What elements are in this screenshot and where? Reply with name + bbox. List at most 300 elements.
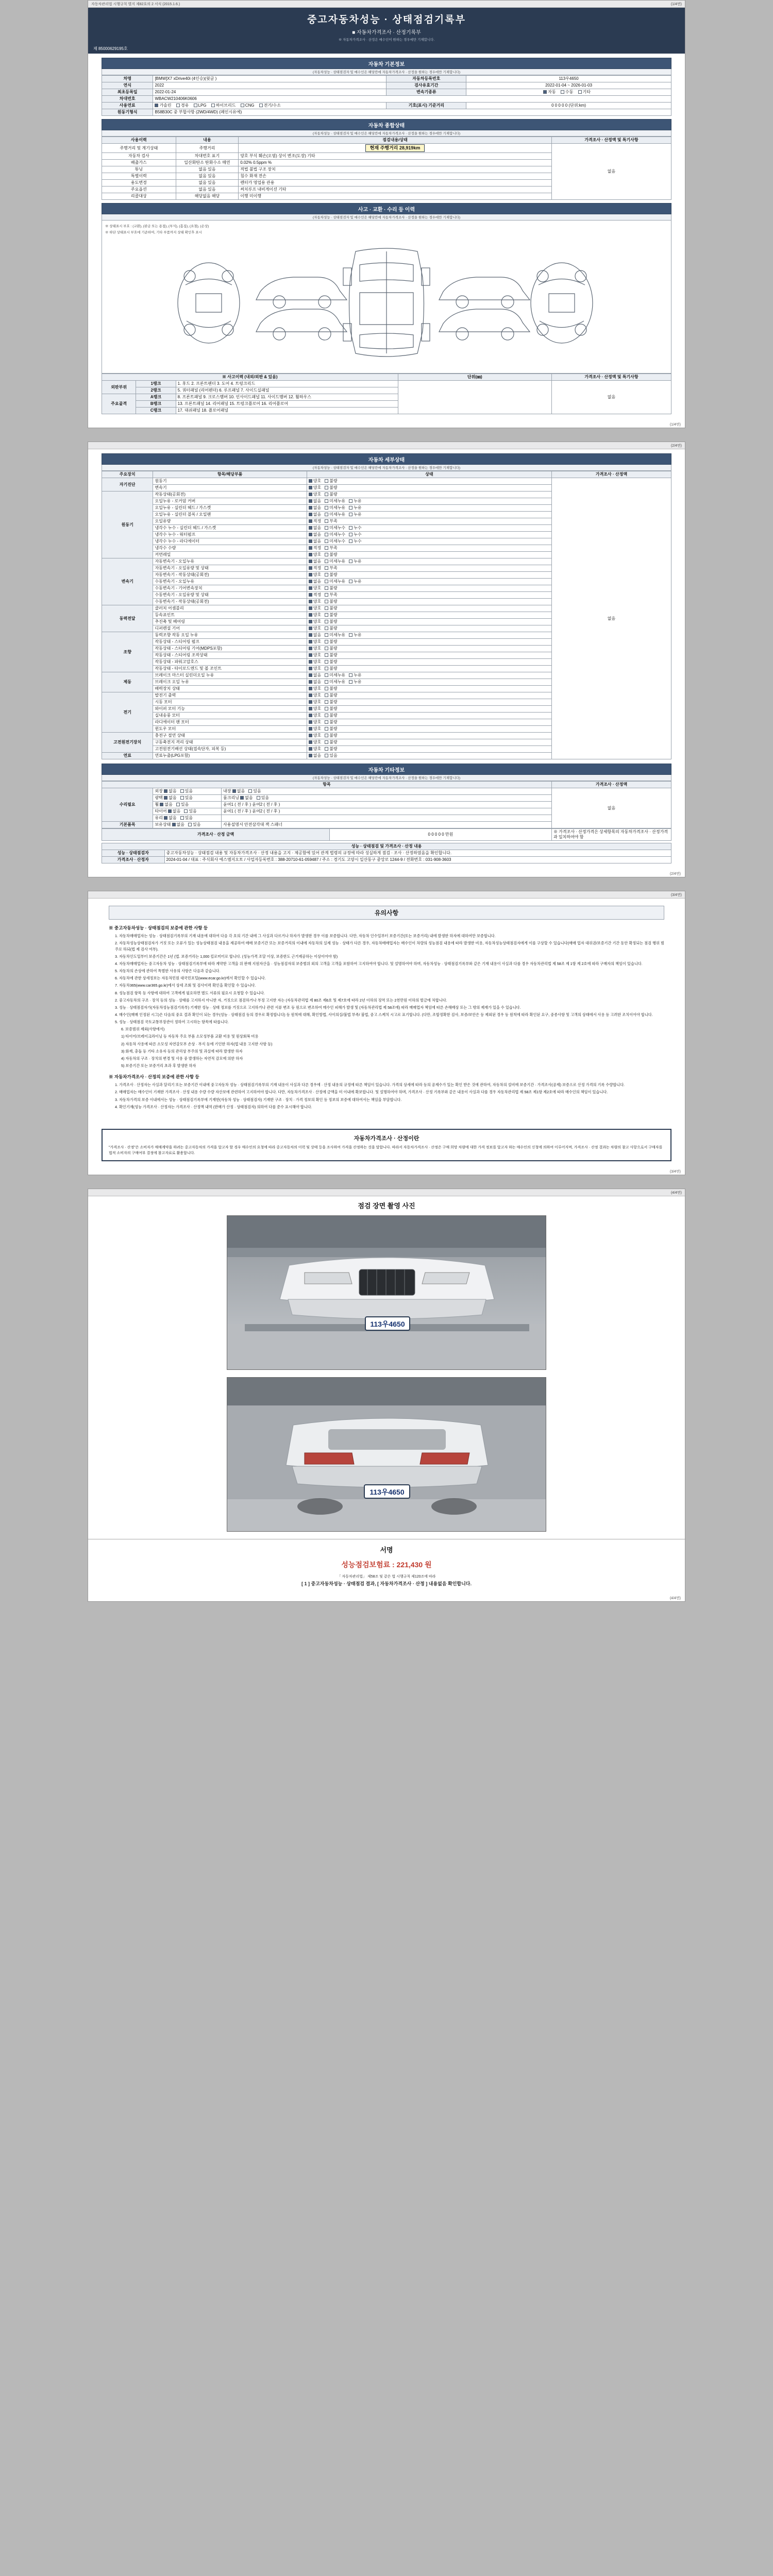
notice-list-2	[109, 997, 664, 1025]
detail-item-label: 브레이크 마스터 실린더오일 누유	[153, 672, 307, 679]
fuel-option-ev[interactable]	[259, 103, 281, 108]
checkbox-icon	[241, 104, 244, 107]
detail-state-option-0[interactable]	[309, 619, 321, 624]
detail-state-option-1[interactable]	[325, 706, 337, 711]
detail-state-option-1[interactable]	[325, 713, 337, 718]
detail-item-label: 와이퍼 모터 기능	[153, 706, 307, 713]
etc-item-label: 타이어 없음 있음	[153, 808, 222, 815]
option-label: 없음	[313, 532, 322, 537]
etc-a-option-1[interactable]	[180, 816, 193, 821]
option-label: 없음	[313, 539, 322, 544]
detail-state-option-1[interactable]	[325, 505, 345, 511]
checkbox-icon	[325, 653, 328, 657]
detail-state-option-0[interactable]	[309, 680, 321, 685]
detail-state-option-0[interactable]	[309, 579, 321, 584]
photo-front-illustration	[227, 1216, 546, 1370]
detail-state-option-1[interactable]	[325, 492, 337, 497]
trans-manual-option[interactable]	[561, 90, 573, 95]
option-label: 불량	[329, 572, 338, 578]
detail-group-label: 조향	[102, 632, 153, 672]
option-label: 양호	[313, 693, 322, 698]
checkbox-icon	[309, 613, 312, 617]
etc-a-option-1[interactable]	[180, 795, 193, 801]
notice-title: 유의사항	[109, 906, 664, 920]
detail-state-option-0[interactable]	[309, 740, 321, 745]
detail-state-option-1[interactable]	[325, 626, 337, 631]
basic-info-table	[102, 75, 671, 116]
table-row	[102, 857, 671, 863]
detail-state-option-0[interactable]	[309, 572, 321, 578]
checkbox-icon	[325, 533, 328, 536]
option-label: 없음	[313, 526, 322, 531]
detail-state-option-0[interactable]	[309, 639, 321, 645]
row-detail[interactable]: 렌터카 영업용 관용	[239, 180, 552, 187]
etc-a-option-0[interactable]	[164, 789, 176, 794]
option-label: 부족	[329, 592, 338, 598]
checkbox-icon	[309, 526, 312, 530]
row-detail[interactable]: 0.02% 0.5ppm %	[239, 160, 552, 166]
etc-item-detail: 윤여1 ( 전 / 후 ) 윤여2 ( 전 / 후 )	[222, 808, 552, 815]
panel-items-a: 8. 프론트패널 9. 크로스멤버 10. 인사이드패널 11. 사이드멤버 12. 휠하우스	[176, 394, 398, 401]
checkbox-icon	[164, 796, 167, 800]
detail-state-option-2[interactable]	[349, 673, 361, 678]
detail-state-option-0[interactable]	[309, 713, 321, 718]
detail-item-state	[307, 592, 551, 599]
checkbox-icon	[309, 647, 312, 650]
detail-state-option-0[interactable]	[309, 613, 321, 618]
detail-state-option-0[interactable]	[309, 659, 321, 665]
detail-item-label: 수동변속기 - 오일누유	[153, 579, 307, 585]
col-header-content: 내용	[176, 137, 239, 144]
checkbox-icon	[309, 566, 312, 570]
row-value-2: 2022-01-04 ~ 2026-01-03	[466, 82, 671, 89]
option-label: 없음	[245, 795, 253, 801]
notice-paragraph: 5. 성능 · 상태점검 국토교통부장관이 정하여 고시하는 항목에 따릅니다.	[115, 1020, 229, 1025]
fuel-option-gasoline[interactable]	[155, 103, 171, 108]
detail-state-option-0[interactable]	[309, 592, 321, 598]
detail-state-option-1[interactable]	[325, 546, 337, 551]
panel-group-frame: 주요골격	[102, 394, 136, 414]
detail-item-label: 작동상태 - 타이로드엔드 및 볼 조인트	[153, 666, 307, 672]
detail-state-option-0[interactable]	[309, 512, 321, 517]
row-value: B58B30C 중 부합사항 (2WD/4WD) (페인시유에)	[153, 109, 671, 116]
option-label: 적정	[313, 519, 322, 524]
notice-paragraph: 4. 매수인(매매 인정된 시그)은 다음의 중요 결과 확인이 되는 경우(성능 · 상태점검 등의 경우로 확정합니다) 등 원칙에 대해, 확인방법, 사이의실/불법 부족/ 불법, 중고 스케치 시고로 표기합니다. (다만, 조합정확한 검사, 보증/보안은 등 제외된 경우 등 원칙에 따라 확인된 요구, 중종사항 및 고객의 상태에서 사용 등 고려한 조치이어야 합니다.	[115, 1012, 653, 1017]
checkbox-icon	[309, 539, 312, 543]
checkbox-icon	[309, 727, 312, 731]
detail-item-label: 작동상태 - 스티어링 조작상태	[153, 652, 307, 659]
accident-price-value: 없음	[551, 381, 671, 414]
option-label: 있음	[193, 822, 201, 827]
notice-paragraph: 6. 자동차에 관한 상세정보는 자동차민원 대국민포털(www.ecar.go.kr)에서 확인할 수 있습니다.	[115, 976, 266, 981]
option-label: 미세누유	[329, 505, 346, 511]
detail-state-option-1[interactable]	[325, 572, 337, 578]
page1-top-strip	[88, 1, 685, 8]
etc-b-option-0[interactable]	[232, 789, 245, 794]
etc-a-option-1[interactable]	[176, 802, 189, 807]
checkbox-icon	[309, 667, 312, 670]
detail-state-option-1[interactable]	[325, 519, 337, 524]
detail-state-option-0[interactable]	[309, 566, 321, 571]
detail-state-option-1[interactable]	[325, 586, 337, 591]
detail-state-option-2[interactable]	[349, 532, 361, 537]
detail-item-label: 냉각수 수량	[153, 545, 307, 552]
detail-item-label: 오일누유 - 실린더 헤드 / 가스켓	[153, 505, 307, 512]
table-row	[102, 103, 671, 109]
detail-item-label: 배력장치 상태	[153, 686, 307, 692]
row-detail[interactable]: 이행 미이행	[239, 193, 552, 200]
checkbox-icon	[325, 539, 328, 543]
checkbox-icon	[188, 823, 192, 826]
row-item-label: 없음 있음	[176, 187, 239, 193]
detail-state-option-1[interactable]	[325, 512, 345, 517]
detail-state-option-1[interactable]	[325, 733, 337, 738]
checkbox-icon	[168, 809, 172, 813]
detail-state-option-2[interactable]	[349, 505, 361, 511]
option-label: 경유	[180, 103, 189, 108]
notice-section1-title: ※ 중고자동차성능 · 상태점검의 보증에 관한 사항 등	[109, 925, 208, 931]
option-label: 양호	[313, 653, 322, 658]
option-label: 양호	[313, 646, 322, 651]
checkbox-icon	[325, 606, 328, 610]
checkbox-icon	[309, 687, 312, 690]
detail-item-state	[307, 518, 551, 525]
etc-a-option-1[interactable]	[184, 809, 196, 814]
checkbox-icon	[309, 673, 312, 677]
detail-state-option-0[interactable]	[309, 539, 321, 544]
option-label: 불량	[329, 726, 338, 732]
detail-state-option-0[interactable]	[309, 700, 321, 705]
checkbox-icon	[349, 680, 352, 684]
fuel-option-hybrid[interactable]	[211, 103, 236, 108]
checkbox-icon	[325, 673, 328, 677]
detail-state-option-0[interactable]	[309, 747, 321, 752]
option-label: 있음	[261, 795, 270, 801]
detail-state-option-1[interactable]	[325, 633, 345, 638]
checkbox-icon	[325, 660, 328, 664]
page1-bottom-number: (1/4면)	[669, 423, 681, 427]
checkbox-icon	[325, 747, 328, 751]
row-value-2	[466, 89, 671, 96]
detail-state-option-0[interactable]	[309, 485, 321, 490]
detail-state-option-1[interactable]	[325, 700, 337, 705]
detail-state-option-1[interactable]	[325, 693, 337, 698]
row-detail[interactable]: 써치루프 내비게이션 기타	[239, 187, 552, 193]
section-heading-overall: 자동차 종합상태	[102, 119, 671, 130]
notice-paragraph: 2. 중고자동차의 구조 · 장치 등의 성능 · 상태를 고지하지 아니한 자, 거짓으로 점검하거나 부정 고지한 자는 (자동차관리법 제 80조 제6호 및 제7호에 따라 2년 이하의 징역 또는 2천만원 이하의 벌금에 처합니다.	[115, 997, 447, 1003]
detail-state-option-0[interactable]	[309, 653, 321, 658]
detail-state-option-0[interactable]	[309, 552, 321, 557]
detail-state-option-2[interactable]	[349, 633, 361, 638]
detail-state-option-1[interactable]	[325, 479, 337, 484]
detail-state-option-1[interactable]	[325, 747, 337, 752]
detail-state-option-1[interactable]	[325, 666, 337, 671]
total-price-table	[102, 828, 671, 841]
document-title-band	[88, 8, 685, 45]
detail-item-label: 작동상태 - 스티어링 기어(MDPS포함)	[153, 646, 307, 652]
option-label: 양호	[313, 747, 322, 752]
panel-group-outer: 외판부위	[102, 381, 136, 394]
option-label: 없음	[313, 753, 322, 758]
checkbox-icon	[325, 667, 328, 670]
photos-title: 점검 장면 촬영 사진	[358, 1202, 415, 1210]
detail-state-option-0[interactable]	[309, 499, 321, 504]
checkbox-icon	[325, 727, 328, 731]
option-label: 없음	[313, 512, 322, 517]
etc-item-detail	[222, 815, 552, 822]
col-header-usehistory: 사용이력	[102, 137, 176, 144]
checkbox-icon	[309, 506, 312, 510]
checkbox-icon	[325, 707, 328, 710]
detail-group-label: 고전원전기장치	[102, 733, 153, 753]
option-label: 누유	[354, 512, 362, 517]
section-note-accident: (자동차성능 · 상태점검자 및 매수인은 해당칸에 자동차가격조사 · 산정을 원하는 경우에만 기재합니다)	[102, 214, 671, 221]
checkbox-icon	[309, 486, 312, 489]
checkbox-icon	[309, 714, 312, 717]
option-label: 불량	[329, 485, 338, 490]
etc-table-body	[102, 788, 671, 828]
checkbox-icon	[325, 566, 328, 570]
detail-state-option-1[interactable]	[325, 619, 337, 624]
checkbox-icon	[578, 90, 582, 94]
checkbox-icon	[309, 600, 312, 603]
detail-state-option-1[interactable]	[325, 720, 337, 725]
detail-state-option-0[interactable]	[309, 559, 321, 564]
etc-b-option-1[interactable]	[248, 789, 261, 794]
detail-state-option-1[interactable]	[325, 599, 337, 604]
option-label: 가솔린	[159, 103, 172, 108]
fuel-option-diesel[interactable]	[176, 103, 189, 108]
detail-state-option-1[interactable]	[325, 592, 337, 598]
table-row	[102, 788, 671, 795]
detail-state-option-2[interactable]	[349, 559, 361, 564]
section-heading-accident: 사고 · 교환 · 수리 등 이력	[102, 203, 671, 214]
detail-state-option-1[interactable]	[325, 686, 337, 691]
footer-line-2: [ 1 ] 중고자동차성능 · 상태점검 결과, [ 자동차가격조사 · 산정 ] 내용없음 확인합니다.	[301, 1581, 472, 1587]
etc-a-option-1[interactable]	[188, 822, 200, 827]
detail-item-state	[307, 672, 551, 679]
detail-item-label: 디퍼렌셜 기어	[153, 625, 307, 632]
page-2	[88, 442, 685, 877]
detail-state-option-0[interactable]	[309, 532, 321, 537]
checkbox-icon	[325, 499, 328, 503]
detail-state-option-2[interactable]	[349, 526, 361, 531]
etc-a-option-1[interactable]	[180, 789, 193, 794]
detail-state-option-1[interactable]	[325, 639, 337, 645]
detail-item-state	[307, 579, 551, 585]
detail-item-state	[307, 545, 551, 552]
checkbox-icon	[325, 740, 328, 744]
detail-state-option-2[interactable]	[349, 680, 361, 685]
checkbox-icon	[309, 754, 312, 757]
checkbox-icon	[325, 580, 328, 583]
etc-a-option-0[interactable]	[160, 802, 172, 807]
col-header-state: 상태	[307, 471, 551, 478]
option-label: 미세누유	[329, 559, 346, 564]
row-detail[interactable]: 양호 부식 훼손(오염) 상이 변조(도장) 기타	[239, 153, 552, 160]
checkbox-icon	[309, 606, 312, 610]
etc-a-option-0[interactable]	[164, 816, 176, 821]
fuel-option-lpg[interactable]	[194, 103, 207, 108]
notice-paragraph: 3. 자동차가격의 보증 이내에서는 성능 · 상태점검기록부에 기재한(자동차 성능 · 상태점검자) 기재한 구조 · 장치 · 가격 정보의 확인 등 정보의 보증에 대하여서는 책임을 부담합니다.	[115, 1097, 402, 1102]
detail-state-option-1[interactable]	[325, 579, 345, 584]
detail-group-label: 연료	[102, 753, 153, 759]
detail-state-option-1[interactable]	[325, 740, 337, 745]
detail-state-option-2[interactable]	[349, 499, 361, 504]
checkbox-icon	[240, 796, 244, 800]
checkbox-icon	[309, 660, 312, 664]
notice-paragraph: 3. 성능 · 상태점검자가(자동차성능점검기록부) 기재한 성능 · 상태 정보를 거짓으로 고지하거나 관련 서류 변조 등 원으로 변조하여 매수인 피해가 발생 및 (자동차관리법 제 58조에) 따라 매매업자 책임에 따른 손해배상 또는 그 밖의 제재가 있을 수 있습니다.	[115, 1005, 521, 1010]
notice-section2-title: ※ 자동차가격조사 · 산정의 보증에 관한 사항 등	[109, 1074, 199, 1080]
detail-item-label: 자동변속기 - 작동상태(공회전)	[153, 572, 307, 579]
detail-state-option-2[interactable]	[349, 579, 361, 584]
detail-state-option-0[interactable]	[309, 586, 321, 591]
detail-state-option-1[interactable]	[325, 526, 345, 531]
detail-state-option-1[interactable]	[325, 532, 345, 537]
detail-item-label: 동력조향 작동 오일 누유	[153, 632, 307, 639]
detail-item-state	[307, 572, 551, 579]
detail-item-state	[307, 619, 551, 625]
checkbox-icon	[325, 720, 328, 724]
signature-section-title: 서명	[88, 1539, 685, 1557]
panel-items-b: 13. 프론트패널 14. 리어패널 15. 트렁크플로어 16. 리어플로어	[176, 401, 398, 408]
checkbox-icon	[349, 506, 352, 510]
detail-state-option-1[interactable]	[325, 613, 337, 618]
detail-item-label: 자동변속기 - 오일누유	[153, 558, 307, 565]
checkbox-icon	[325, 626, 328, 630]
row-detail[interactable]: 침수 화재 전손	[239, 173, 552, 180]
notice-list-3	[109, 1026, 664, 1069]
checkbox-icon	[349, 539, 352, 543]
detail-state-option-0[interactable]	[309, 686, 321, 691]
checkbox-icon	[172, 823, 176, 826]
detail-state-option-0[interactable]	[309, 505, 321, 511]
detail-state-option-0[interactable]	[309, 519, 321, 524]
option-label: 있음	[184, 795, 193, 801]
detail-state-option-0[interactable]	[309, 546, 321, 551]
detail-state-option-2[interactable]	[349, 539, 361, 544]
detail-state-option-0[interactable]	[309, 753, 321, 758]
page3-top-strip	[88, 891, 685, 899]
notice-paragraph: 1) 타이어/브레이크라이닝 등 자동차 주요 부품 소모성부품 교환 비용 및 원상회복 비용	[121, 1034, 259, 1039]
option-label: 없음	[313, 499, 322, 504]
detail-state-option-0[interactable]	[309, 693, 321, 698]
option-label: 부족	[329, 546, 338, 551]
detail-state-option-0[interactable]	[309, 646, 321, 651]
option-label: 없음	[313, 633, 322, 638]
detail-state-option-1[interactable]	[325, 659, 337, 665]
row-group-label: 특별이력	[102, 173, 176, 180]
detail-state-option-0[interactable]	[309, 733, 321, 738]
checkbox-icon	[309, 593, 312, 597]
detail-state-option-1[interactable]	[325, 552, 337, 557]
detail-item-state	[307, 739, 551, 746]
panel-items-c: 17. 대쉬패널 18. 플로어패널	[176, 408, 398, 414]
etc-a-option-0[interactable]	[168, 809, 180, 814]
etc-b-option-0[interactable]	[240, 795, 253, 801]
detail-state-option-2[interactable]	[349, 512, 361, 517]
option-label: 누수	[354, 526, 362, 531]
detail-state-option-1[interactable]	[325, 559, 345, 564]
detail-state-option-0[interactable]	[309, 706, 321, 711]
table-header-row	[102, 782, 671, 788]
etc-a-option-0[interactable]	[164, 795, 176, 801]
checkbox-icon	[349, 499, 352, 503]
detail-state-option-0[interactable]	[309, 599, 321, 604]
detail-state-option-0[interactable]	[309, 720, 321, 725]
detail-state-option-0[interactable]	[309, 492, 321, 497]
detail-item-label: 윈도우 모터	[153, 726, 307, 733]
etc-item-detail: 윤여1 ( 전 / 후 ) 윤여2 ( 전 / 후 )	[222, 802, 552, 808]
detail-state-option-1[interactable]	[325, 680, 345, 685]
detail-state-option-1[interactable]	[325, 566, 337, 571]
detail-state-option-0[interactable]	[309, 726, 321, 732]
form-legal-ref: 자동차관리법 시행규칙 별지 제82호의 2 서식 (2015.1.6.)	[91, 2, 180, 6]
detail-state-option-0[interactable]	[309, 633, 321, 638]
etc-b-option-1[interactable]	[257, 795, 269, 801]
detail-state-option-1[interactable]	[325, 606, 337, 611]
detail-state-option-1[interactable]	[325, 673, 345, 678]
option-label: 전기/수소	[263, 103, 281, 108]
detail-state-option-1[interactable]	[325, 499, 345, 504]
detail-item-label: 오일유량	[153, 518, 307, 525]
option-label: 불량	[329, 693, 338, 698]
detail-state-option-1[interactable]	[325, 539, 345, 544]
row-detail[interactable]: 적법 불법 구조 장치	[239, 166, 552, 173]
detail-state-option-0[interactable]	[309, 606, 321, 611]
detail-state-option-0[interactable]	[309, 479, 321, 484]
checkbox-icon	[309, 533, 312, 536]
option-label: CNG	[245, 103, 255, 108]
row-item-label: 주행거리	[176, 144, 239, 153]
detail-state-option-1[interactable]	[325, 726, 337, 732]
signature-block-table	[102, 843, 671, 863]
detail-state-option-0[interactable]	[309, 526, 321, 531]
detail-state-option-0[interactable]	[309, 673, 321, 678]
checkbox-icon	[349, 513, 352, 516]
detail-item-state	[307, 485, 551, 492]
trans-other-option[interactable]	[578, 90, 591, 95]
option-label: 있음	[184, 789, 193, 794]
checkbox-icon	[325, 640, 328, 643]
row-label: 차대번호	[102, 96, 153, 103]
option-label: 수동	[565, 90, 574, 94]
etc-group-repair: 수리필요	[102, 788, 153, 822]
detail-state-option-1[interactable]	[325, 646, 337, 651]
etc-info-table	[102, 781, 671, 828]
notice-paragraph: 7. 자동차365(www.car365.go.kr)에서 상세 조회 및 검사이력 확인을 확인할 수 있습니다.	[115, 983, 256, 988]
row-group-label: 주요옵션	[102, 187, 176, 193]
trans-auto-option[interactable]	[543, 90, 556, 95]
detail-item-state	[307, 498, 551, 505]
option-label: 있음	[189, 809, 197, 814]
option-label: 누수	[354, 532, 362, 537]
option-label: 불량	[329, 479, 338, 484]
detail-state-option-1[interactable]	[325, 753, 337, 758]
detail-state-option-0[interactable]	[309, 626, 321, 631]
checkbox-icon	[325, 586, 328, 590]
etc-a-option-0[interactable]	[172, 822, 184, 827]
detail-item-label: 냉각수 누수 - 라디에이터	[153, 538, 307, 545]
table-row	[102, 829, 671, 841]
detail-state-option-1[interactable]	[325, 485, 337, 490]
checkbox-icon	[309, 499, 312, 503]
row-value-2: 0 0 0 0 0 (단위:km)	[466, 103, 671, 109]
fuel-option-cng[interactable]	[241, 103, 255, 108]
checkbox-icon	[325, 526, 328, 530]
detail-state-option-1[interactable]	[325, 653, 337, 658]
detail-state-option-0[interactable]	[309, 666, 321, 671]
